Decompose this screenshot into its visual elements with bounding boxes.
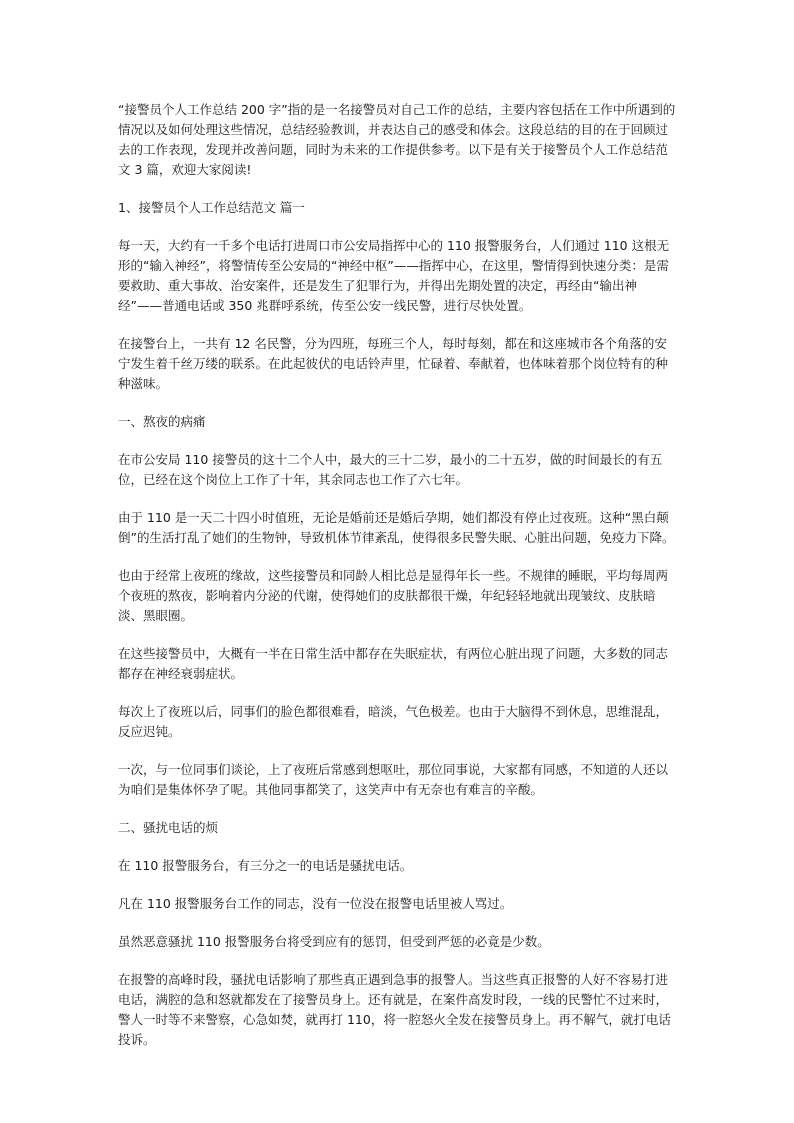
- body-paragraph: 一次，与一位同事们谈论，上了夜班后常感到想呕吐，那位同事说，大家都有同感，不知道的人还以为咱们是集体怀孕了呢。其他同事都笑了，这笑声中有无奈也有难言的辛酸。: [118, 762, 669, 797]
- intro-paragraph: “接警员个人工作总结 200 字”指的是一名接警员对自己工作的总结，主要内容包括在工作中所遇到的情况以及如何处理这些情况，总结经验教训，并表达自己的感受和体会。这段总结的目的在于回顾过去的工作表现，发现并改善问题，同时为未来的工作提供参考。以下是有关于接警员个人工作总结范文 3 篇，欢迎大家阅读!: [118, 102, 676, 177]
- body-paragraph: 每次上了夜班以后，同事们的脸色都很难看，暗淡，气色极差。也由于大脑得不到休息，思维混乱，反应迟钝。: [118, 704, 669, 739]
- section-heading-1: 1、接警员个人工作总结范文 篇一: [118, 200, 305, 215]
- body-paragraph: 凡在 110 报警服务台工作的同志，没有一位没在报警电话里被人骂过。: [118, 896, 513, 911]
- body-paragraph: 虽然恶意骚扰 110 报警服务台将受到应有的惩罚，但受到严惩的必竟是少数。: [118, 934, 550, 949]
- body-paragraph: 在市公安局 110 接警员的这十二个人中，最大的三十二岁，最小的二十五岁，做的时间最长的有五位，已经在这个岗位上工作了十年，其余同志也工作了六七年。: [118, 452, 663, 487]
- body-paragraph: 由于 110 是一天二十四小时值班，无论是婚前还是婚后孕期，她们都没有停止过夜班。这种“黑白颠倒”的生活打乱了她们的生物钟，导致机体节律紊乱，使得很多民警失眠、心脏出问题，免疫力下降。: [118, 510, 675, 545]
- subheading-night-shift: 一、熬夜的病痛: [118, 414, 206, 429]
- body-paragraph: 在 110 报警服务台，有三分之一的电话是骚扰电话。: [118, 858, 413, 873]
- document-body: [118, 100, 678, 1068]
- body-paragraph: 在报警的高峰时段，骚扰电话影响了那些真正遇到急事的报警人。当这些真正报警的人好不容易打进电话，满腔的急和怒就都发在了接警员身上。还有就是，在案件高发时段，一线的民警忙不过来时，警人一时等不来警察，心急如焚，就再打 110，将一腔怒火全发在接警员身上。再不解气，就打电话投诉。: [118, 972, 671, 1047]
- body-paragraph: 每一天，大约有一千多个电话打进周口市公安局指挥中心的 110 报警服务台，人们通过 110 这根无形的“输入神经”，将警情传至公安局的“神经中枢”——指挥中心，在这里，警情得到快速分类：是需要救助、重大事故、治安案件，还是发生了犯罪行为，并得出先期处置的决定，再经由“输出神经”——普通电话或 350 兆群呼系统，传至公安一线民警，进行尽快处置。: [118, 238, 670, 313]
- body-paragraph: 在这些接警员中，大概有一半在日常生活中都存在失眠症状，有两位心脏出现了问题，大多数的同志都存在神经衰弱症状。: [118, 646, 669, 681]
- body-paragraph: 也由于经常上夜班的缘故，这些接警员和同龄人相比总是显得年长一些。不规律的睡眠，平均每周两个夜班的熬夜，影响着内分泌的代谢，使得她们的皮肤都很干燥，年纪轻轻地就出现皱纹、皮肤暗淡、黑眼圈。: [118, 568, 669, 623]
- body-paragraph: 在接警台上，一共有 12 名民警，分为四班，每班三个人，每时每刻，都在和这座城市各个角落的安宁发生着千丝万缕的联系。在此起彼伏的电话铃声里，忙碌着、奉献着，也体味着那个岗位特有的种 种滋味。: [118, 336, 669, 391]
- subheading-harassing-calls: 二、骚扰电话的烦: [118, 820, 219, 835]
